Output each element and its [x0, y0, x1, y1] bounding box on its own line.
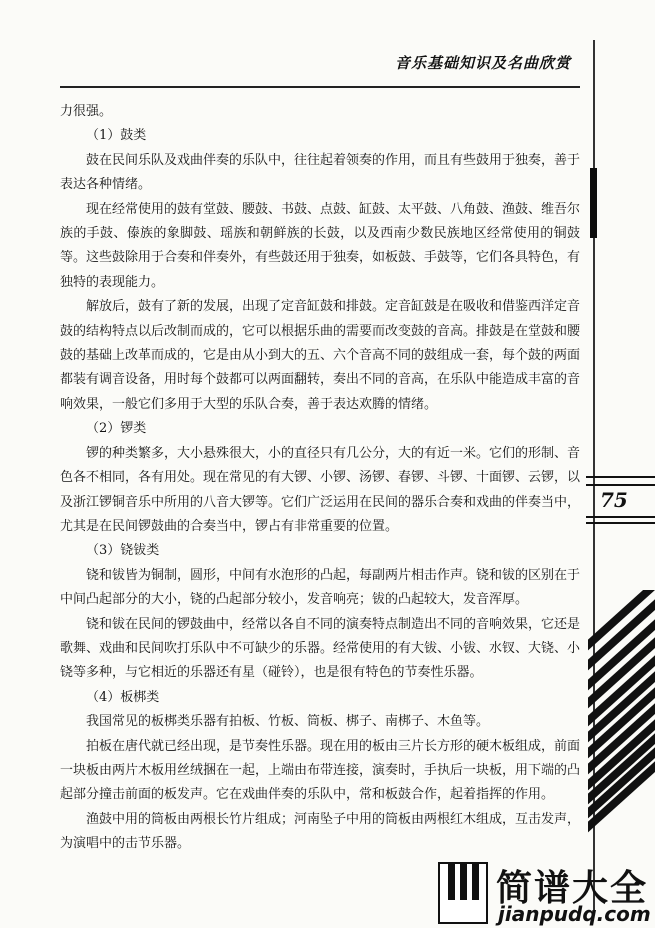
thumb-index-mark — [590, 168, 597, 238]
piano-keys-icon — [438, 862, 488, 924]
decorative-stripes — [588, 590, 655, 850]
section-heading: （3）铙钹类 — [86, 543, 160, 559]
section-heading: （4）板梆类 — [86, 689, 160, 705]
logo-text: 简谱大全 — [496, 868, 649, 909]
paragraph: 解放后，鼓有了新的发展，出现了定音缸鼓和排鼓。定音缸鼓是在吸收和借鉴西洋定音鼓的结构特点以后改制而成的，它可以根据乐曲的需要而改变鼓的音高。排鼓是在堂鼓和腰鼓的基础上改革而成的，它是由从小到大的五、六个音高不同的鼓组成一套，每个鼓的两面都装有调音设备，用时每个鼓都可以两面翻转，奏出不同的音高，在乐队中能造成丰富的音响效果，一般它们多用于大型的乐队合奏，善于表达欢腾的情绪。 — [60, 299, 581, 412]
paragraph: 拍板在唐代就已经出现，是节奏性乐器。现在用的板由三片长方形的硬木板组成，前面一块板由两片木板用丝绒捆在一起，上端由布带连接，演奏时，手执后一块板，用下端的凸起部分撞击前面的板发声。它在戏曲伴奏的乐队中，常和板鼓合作，起着指挥的作用。 — [60, 738, 581, 803]
logo-url: jianpudq.com — [498, 902, 651, 926]
header-rule — [60, 86, 580, 88]
header-title: 音乐基础知识及名曲欣赏 — [394, 54, 571, 72]
paragraph: 现在经常使用的鼓有堂鼓、腰鼓、书鼓、点鼓、缸鼓、太平鼓、八角鼓、渔鼓、维吾尔族的手鼓、傣族的象脚鼓、瑶族和朝鲜族的长鼓，以及西南少数民族地区经常使用的铜鼓等。这些鼓除用于合奏和伴奏外，有些鼓还用于独奏，如板鼓、手鼓等，它们各具特色，有独特的表现能力。 — [60, 201, 581, 290]
paragraph: 锣的种类繁多，大小悬殊很大，小的直径只有几公分，大的有近一米。它们的形制、音色各不相同，各有用处。现在常见的有大锣、小锣、汤锣、春锣、斗锣、十面锣、云锣，以及浙江锣铜音乐中所用的八音大锣等。它们广泛运用在民间的器乐合奏和戏曲的伴奏当中，尤其是在民间锣鼓曲的合奏当中，锣占有非常重要的位置。 — [60, 445, 581, 534]
paragraph: 鼓在民间乐队及戏曲伴奏的乐队中，往往起着领奏的作用，而且有些鼓用于独奏，善于表达各种情绪。 — [60, 152, 581, 193]
paragraph: 渔鼓中用的筒板由两根长竹片组成；河南坠子中用的筒板由两根红木组成，互击发声，为演唱中的击节乐器。 — [60, 811, 581, 852]
site-logo[interactable] — [438, 862, 655, 928]
body-text — [60, 100, 580, 857]
page-number: 75 — [600, 488, 628, 512]
paragraph: 力很强。 — [60, 104, 113, 119]
paragraph: 铙和钹皆为铜制，圆形，中间有水泡形的凸起，每副两片相击作声。铙和钹的区别在于中间凸起部分的大小，铙的凸起部分较小，发音响亮；钹的凸起较大，发音浑厚。 — [60, 567, 581, 608]
paragraph: 我国常见的板梆类乐器有拍板、竹板、筒板、梆子、南梆子、木鱼等。 — [86, 714, 490, 730]
section-heading: （2）锣类 — [86, 421, 147, 437]
paragraph: 铙和钹在民间的锣鼓曲中，经常以各自不同的演奏特点制造出不同的音响效果，它还是歌舞、戏曲和民间吹打乐队中不可缺少的乐器。经常使用的有大钹、小钹、水钗、大铙、小铙等多种，与它相近的乐器还有星（碰铃），也是很有特色的节奏性乐器。 — [60, 616, 581, 681]
page-number-box — [586, 476, 655, 524]
section-heading: （1）鼓类 — [86, 128, 147, 144]
